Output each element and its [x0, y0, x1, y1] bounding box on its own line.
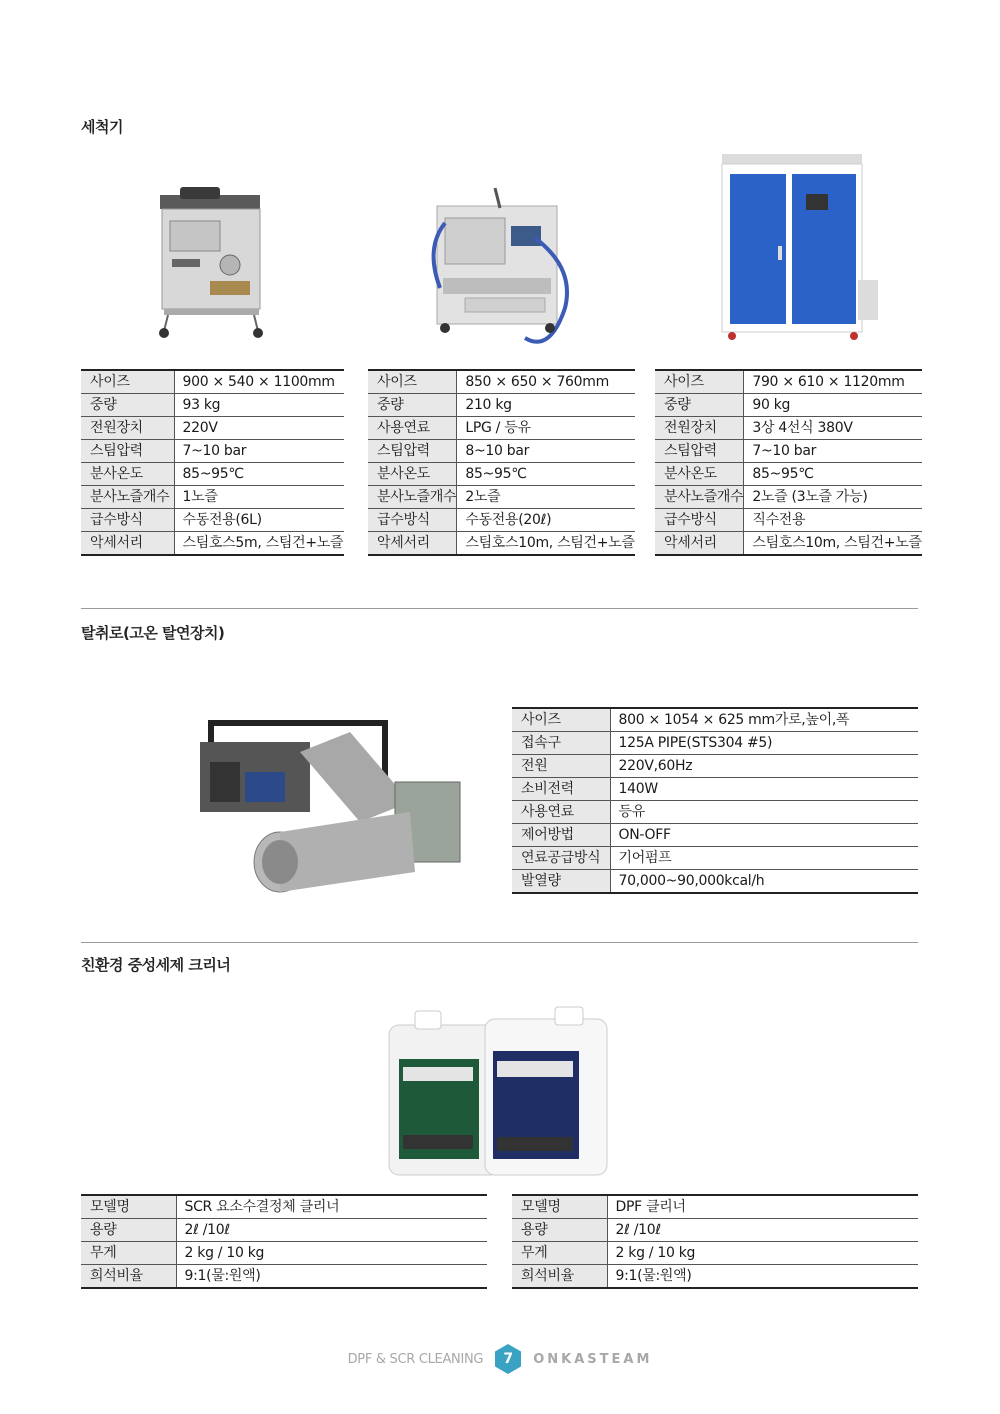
table-row [81, 463, 344, 486]
spec-key: 급수방식 [81, 509, 174, 532]
table-row [368, 532, 635, 556]
spec-value: ON-OFF [610, 824, 918, 847]
table-row [512, 708, 918, 732]
spec-value: 2노즐 [457, 486, 635, 509]
spec-value: 85~95℃ [744, 463, 922, 486]
spec-value: 9:1(물:원액) [184, 1268, 261, 1284]
table-row [655, 486, 922, 509]
spec-value: 8~10 bar [457, 440, 635, 463]
spec-value: 7~10 bar [744, 440, 922, 463]
page-number: 7 [503, 1351, 514, 1367]
footer-left-text: DPF & SCR CLEANING [347, 1351, 484, 1367]
spec-key: 악세서리 [81, 532, 174, 556]
table-row [512, 755, 918, 778]
deodorizer-image [190, 712, 470, 906]
spec-key: 모델명 [512, 1195, 607, 1219]
spec-key: 발열량 [512, 870, 610, 894]
spec-value: 900 × 540 × 1100mm [174, 370, 344, 394]
spec-value: 7~10 bar [174, 440, 344, 463]
table-row [512, 847, 918, 870]
table-row [512, 801, 918, 824]
spec-value: 93 kg [174, 394, 344, 417]
spec-key: 연료공급방식 [512, 847, 610, 870]
spec-key: 용량 [81, 1219, 176, 1242]
spec-table-detergent-dpf [512, 1194, 918, 1289]
table-row [81, 1195, 487, 1219]
spec-key: 사이즈 [512, 708, 610, 732]
section-title-deodorizer: 탈취로(고온 탈연장치) [81, 624, 225, 642]
steam-cleaner-1-image [150, 185, 265, 344]
spec-value: 2 kg / 10 kg [607, 1242, 918, 1265]
spec-value: 1노즐 [174, 486, 344, 509]
spec-value: 스팀호스10m, 스팀건+노즐 [465, 535, 635, 551]
table-row [512, 1195, 918, 1219]
table-row [81, 1219, 487, 1242]
section-title-cleaner: 세척기 [81, 118, 123, 136]
spec-key: 전원장치 [655, 417, 744, 440]
spec-key: 분사온도 [81, 463, 174, 486]
table-row [655, 532, 922, 556]
spec-key: 분사노즐개수 [81, 486, 174, 509]
spec-table-cleaner-1 [81, 369, 344, 556]
steam-cleaner-3-image [718, 150, 888, 354]
spec-key: 급수방식 [368, 509, 457, 532]
spec-key: 분사노즐개수 [368, 486, 457, 509]
table-row [368, 370, 635, 394]
spec-key: 전원 [512, 755, 610, 778]
spec-key: 사이즈 [655, 370, 744, 394]
spec-key: 악세서리 [655, 532, 744, 556]
table-row [512, 732, 918, 755]
spec-value: 850 × 650 × 760mm [457, 370, 635, 394]
spec-value: 2ℓ /10ℓ [176, 1219, 487, 1242]
table-row [81, 370, 344, 394]
table-row [81, 440, 344, 463]
spec-table-cleaner-2 [368, 369, 635, 556]
detergent-containers-image [385, 1005, 620, 1184]
spec-key: 사이즈 [368, 370, 457, 394]
spec-value: 220V [174, 417, 344, 440]
table-row [512, 1265, 918, 1289]
table-row [81, 1265, 487, 1289]
table-row [368, 394, 635, 417]
spec-key: 분사노즐개수 [655, 486, 744, 509]
table-row [655, 417, 922, 440]
table-row [368, 417, 635, 440]
table-row [512, 870, 918, 894]
spec-key: 제어방법 [512, 824, 610, 847]
table-row [81, 532, 344, 556]
table-row [655, 440, 922, 463]
spec-key: 희석비율 [81, 1265, 176, 1289]
spec-key: 스팀압력 [81, 440, 174, 463]
spec-value: 9:1(물:원액) [615, 1268, 692, 1284]
table-row [81, 509, 344, 532]
table-row [655, 463, 922, 486]
spec-value: SCR 요소수결정체 클리너 [176, 1195, 487, 1219]
spec-key: 무게 [512, 1242, 607, 1265]
spec-key: 소비전력 [512, 778, 610, 801]
spec-value: 2 kg / 10 kg [176, 1242, 487, 1265]
section-divider [81, 608, 918, 609]
spec-value: 등유 [610, 801, 918, 824]
spec-key: 접속구 [512, 732, 610, 755]
table-row [512, 1219, 918, 1242]
spec-key: 스팀압력 [368, 440, 457, 463]
table-row [512, 824, 918, 847]
spec-value: 125A PIPE(STS304 #5) [610, 732, 918, 755]
steam-cleaner-2-image [425, 178, 580, 362]
spec-value: 85~95℃ [174, 463, 344, 486]
table-row [512, 1242, 918, 1265]
spec-value: 210 kg [457, 394, 635, 417]
spec-key: 용량 [512, 1219, 607, 1242]
spec-value: 스팀호스5m, 스팀건+노즐 [182, 535, 344, 551]
table-row [81, 394, 344, 417]
spec-key: 스팀압력 [655, 440, 744, 463]
spec-key: 사이즈 [81, 370, 174, 394]
spec-value: 수동전용(20ℓ) [457, 509, 635, 532]
page-footer [0, 1343, 1000, 1375]
spec-value: 70,000~90,000kcal/h [618, 873, 765, 889]
spec-value: 2노즐 (3노즐 가능) [744, 486, 922, 509]
page-number-badge [493, 1343, 523, 1375]
table-row [368, 486, 635, 509]
spec-key: 희석비율 [512, 1265, 607, 1289]
table-row [368, 440, 635, 463]
spec-key: 급수방식 [655, 509, 744, 532]
spec-value: 3상 4선식 380V [744, 417, 922, 440]
spec-key: 분사온도 [655, 463, 744, 486]
spec-value: 2ℓ /10ℓ [607, 1219, 918, 1242]
table-row [81, 417, 344, 440]
spec-value: 140W [610, 778, 918, 801]
spec-table-deodorizer [512, 707, 918, 894]
table-row [655, 370, 922, 394]
spec-value: 220V,60Hz [610, 755, 918, 778]
spec-key: 중량 [81, 394, 174, 417]
table-row [368, 509, 635, 532]
section-title-detergent: 친환경 중성세제 크리너 [81, 956, 231, 974]
table-row [512, 778, 918, 801]
spec-value: 800 × 1054 × 625 mm가로,높이,폭 [610, 708, 918, 732]
table-row [655, 509, 922, 532]
spec-key: 모델명 [81, 1195, 176, 1219]
spec-value: 85~95℃ [457, 463, 635, 486]
spec-value: 직수전용 [744, 509, 922, 532]
spec-table-detergent-scr [81, 1194, 487, 1289]
spec-key: 사용연료 [368, 417, 457, 440]
table-row [655, 394, 922, 417]
table-row [81, 486, 344, 509]
spec-value: DPF 클리너 [607, 1195, 918, 1219]
spec-key: 전원장치 [81, 417, 174, 440]
spec-value: 수동전용(6L) [174, 509, 344, 532]
spec-key: 무게 [81, 1242, 176, 1265]
spec-key: 중량 [368, 394, 457, 417]
spec-value: 90 kg [744, 394, 922, 417]
spec-value: 기어펌프 [610, 847, 918, 870]
spec-value: 스팀호스10m, 스팀건+노즐 [752, 535, 922, 551]
spec-table-cleaner-3 [655, 369, 922, 556]
spec-key: 악세서리 [368, 532, 457, 556]
footer-brand: ONKASTEAM [533, 1351, 653, 1367]
spec-key: 사용연료 [512, 801, 610, 824]
spec-key: 분사온도 [368, 463, 457, 486]
spec-value: LPG / 등유 [457, 417, 635, 440]
section-divider [81, 942, 918, 943]
table-row [81, 1242, 487, 1265]
spec-key: 중량 [655, 394, 744, 417]
spec-value: 790 × 610 × 1120mm [744, 370, 922, 394]
table-row [368, 463, 635, 486]
